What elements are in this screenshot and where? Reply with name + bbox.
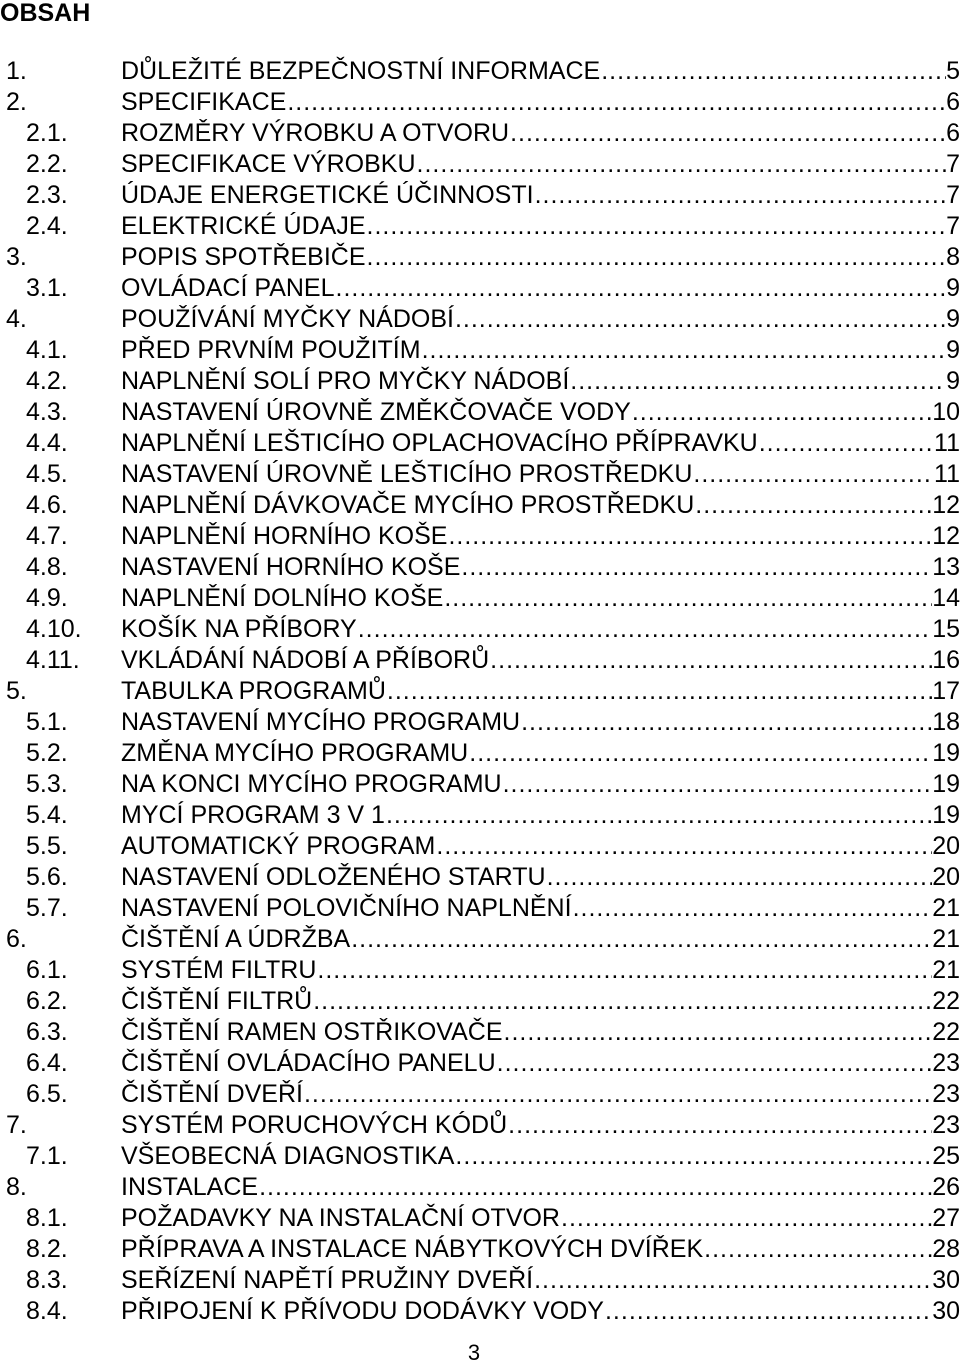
toc-entry-number: 5.4.	[26, 801, 68, 829]
toc-dot-leader	[443, 583, 932, 614]
toc-entry-page: 9	[946, 336, 960, 364]
toc-entry-title: ČIŠTĚNÍ RAMEN OSTŘIKOVAČE	[121, 1018, 503, 1046]
toc-entry-number: 3.1.	[26, 274, 68, 302]
toc-entry-title: NAPLNĚNÍ DOLNÍHO KOŠE	[121, 584, 444, 612]
toc-entry[interactable]	[0, 738, 960, 769]
toc-dot-leader	[534, 180, 947, 211]
toc-dot-leader	[286, 87, 946, 118]
toc-dot-leader	[357, 614, 932, 645]
toc-entry-line	[121, 862, 960, 893]
toc-entry-page: 21	[932, 925, 960, 953]
toc-entry[interactable]	[0, 397, 960, 428]
toc-entry-line	[121, 831, 960, 862]
toc-entry[interactable]	[0, 1172, 960, 1203]
toc-entry-title: ELEKTRICKÉ ÚDAJE	[121, 212, 366, 240]
toc-entry-title: ČIŠTĚNÍ A ÚDRŽBA	[121, 925, 351, 953]
toc-entry-line	[121, 211, 960, 242]
toc-dot-leader	[496, 1048, 933, 1079]
toc-entry-line	[121, 180, 960, 211]
page-number: 3	[467, 1340, 481, 1365]
toc-entry-page: 7	[946, 181, 960, 209]
toc-entry[interactable]	[0, 1203, 960, 1234]
toc-entry[interactable]	[0, 521, 960, 552]
toc-entry-number: 4.1.	[26, 336, 68, 364]
toc-entry[interactable]	[0, 924, 960, 955]
toc-entry-number: 3.	[6, 243, 27, 271]
toc-entry-number: 1.	[6, 57, 27, 85]
toc-entry-number: 7.1.	[26, 1142, 68, 1170]
toc-entry-title: NASTAVENÍ POLOVIČNÍHO NAPLNĚNÍ	[121, 894, 572, 922]
toc-dot-leader	[572, 893, 933, 924]
toc-entry-page: 8	[946, 243, 960, 271]
toc-entry-page: 20	[932, 863, 960, 891]
toc-entry-line	[121, 800, 960, 831]
toc-entry-title: NASTAVENÍ ODLOŽENÉHO STARTU	[121, 863, 546, 891]
toc-entry-page: 25	[932, 1142, 960, 1170]
page-title: OBSAH	[0, 0, 91, 27]
toc-entry-number: 6.	[6, 925, 27, 953]
toc-entry-title: NAPLNĚNÍ HORNÍHO KOŠE	[121, 522, 448, 550]
toc-entry-line	[121, 1110, 960, 1141]
toc-dot-leader	[350, 924, 932, 955]
toc-entry[interactable]	[0, 1265, 960, 1296]
toc-entry-title: SYSTÉM FILTRU	[121, 956, 317, 984]
toc-entry[interactable]	[0, 1048, 960, 1079]
toc-entry-number: 4.9.	[26, 584, 68, 612]
toc-dot-leader	[385, 800, 932, 831]
toc-entry-line	[121, 1079, 960, 1110]
toc-entry-number: 4.5.	[26, 460, 68, 488]
toc-dot-leader	[502, 769, 933, 800]
toc-entry-number: 2.	[6, 88, 27, 116]
toc-dot-leader	[509, 118, 946, 149]
toc-entry[interactable]	[0, 304, 960, 335]
toc-entry-number: 4.8.	[26, 553, 68, 581]
toc-entry-number: 2.1.	[26, 119, 68, 147]
toc-entry-number: 8.3.	[26, 1266, 68, 1294]
toc-entry-number: 8.2.	[26, 1235, 68, 1263]
toc-entry[interactable]	[0, 87, 960, 118]
toc-entry-page: 30	[932, 1266, 960, 1294]
toc-entry-page: 6	[946, 119, 960, 147]
toc-entry-line	[121, 1203, 960, 1234]
toc-entry-number: 6.5.	[26, 1080, 68, 1108]
toc-entry-title: VŠEOBECNÁ DIAGNOSTIKA	[121, 1142, 455, 1170]
toc-entry-number: 5.2.	[26, 739, 68, 767]
toc-entry-number: 5.	[6, 677, 27, 705]
toc-entry-number: 6.2.	[26, 987, 68, 1015]
toc-entry-title: NASTAVENÍ HORNÍHO KOŠE	[121, 553, 461, 581]
toc-dot-leader	[316, 955, 932, 986]
toc-entry-number: 8.4.	[26, 1297, 68, 1325]
toc-entry-page: 22	[932, 1018, 960, 1046]
toc-entry[interactable]	[0, 428, 960, 459]
toc-entry-number: 6.4.	[26, 1049, 68, 1077]
toc-entry-line	[121, 893, 960, 924]
toc-dot-leader	[533, 1265, 932, 1296]
toc-entry-title: SYSTÉM PORUCHOVÝCH KÓDŮ	[121, 1111, 508, 1139]
toc-entry[interactable]	[0, 614, 960, 645]
toc-entry-title: PŘIPOJENÍ K PŘÍVODU DODÁVKY VODY	[121, 1297, 604, 1325]
toc-entry-page: 9	[946, 274, 960, 302]
toc-entry-line	[121, 273, 960, 304]
toc-entry-number: 6.3.	[26, 1018, 68, 1046]
toc-entry-number: 4.6.	[26, 491, 68, 519]
toc-entry-title: AUTOMATICKÝ PROGRAM	[121, 832, 436, 860]
toc-dot-leader	[569, 366, 946, 397]
toc-entry-page: 11	[934, 429, 960, 457]
toc-entry-number: 2.2.	[26, 150, 68, 178]
toc-entry-line	[121, 583, 960, 614]
toc-entry-line	[121, 707, 960, 738]
toc-entry-number: 4.4.	[26, 429, 68, 457]
toc-entry[interactable]	[0, 1110, 960, 1141]
toc-entry-page: 20	[932, 832, 960, 860]
toc-entry[interactable]	[0, 242, 960, 273]
toc-entry[interactable]	[0, 211, 960, 242]
toc-entry-number: 4.	[6, 305, 27, 333]
toc-entry-title: ROZMĚRY VÝROBKU A OTVORU	[121, 119, 510, 147]
toc-entry-page: 6	[946, 88, 960, 116]
toc-dot-leader	[335, 273, 947, 304]
toc-entry-title: NAPLNĚNÍ SOLÍ PRO MYČKY NÁDOBÍ	[121, 367, 570, 395]
toc-entry-page: 17	[932, 677, 960, 705]
toc-entry-line	[121, 769, 960, 800]
toc-entry-page: 21	[932, 894, 960, 922]
toc-entry-line	[121, 955, 960, 986]
toc-entry[interactable]	[0, 1296, 960, 1327]
toc-entry-line	[121, 490, 960, 521]
toc-entry-line	[121, 397, 960, 428]
toc-entry-number: 5.6.	[26, 863, 68, 891]
toc-entry-line	[121, 552, 960, 583]
toc-entry-page: 30	[932, 1297, 960, 1325]
toc-entry-number: 2.3.	[26, 181, 68, 209]
toc-entry-number: 8.1.	[26, 1204, 68, 1232]
toc-entry-number: 8.	[6, 1173, 27, 1201]
toc-entry-number: 4.7.	[26, 522, 68, 550]
toc-entry[interactable]	[0, 56, 960, 87]
toc-entry[interactable]	[0, 893, 960, 924]
toc-entry-page: 15	[932, 615, 960, 643]
toc-entry-number: 6.1.	[26, 956, 68, 984]
toc-entry-number: 4.2.	[26, 367, 68, 395]
toc-entry[interactable]	[0, 459, 960, 490]
toc-entry[interactable]	[0, 707, 960, 738]
toc-entry-page: 28	[932, 1235, 960, 1263]
toc-entry[interactable]	[0, 986, 960, 1017]
toc-dot-leader	[600, 56, 946, 87]
toc-entry-number: 5.7.	[26, 894, 68, 922]
toc-entry-line	[121, 738, 960, 769]
toc-entry-title: INSTALACE	[121, 1173, 259, 1201]
toc-entry[interactable]	[0, 149, 960, 180]
toc-dot-leader	[454, 1141, 932, 1172]
toc-entry[interactable]	[0, 118, 960, 149]
toc-entry-title: MYCÍ PROGRAM 3 V 1	[121, 801, 385, 829]
toc-entry-title: NASTAVENÍ ÚROVNĚ LEŠTICÍHO PROSTŘEDKU	[121, 460, 693, 488]
toc-entry-title: NASTAVENÍ MYCÍHO PROGRAMU	[121, 708, 521, 736]
toc-dot-leader	[421, 335, 947, 366]
toc-entry-page: 7	[946, 212, 960, 240]
toc-entry-line	[121, 1234, 960, 1265]
toc-entry-title: POPIS SPOTŘEBIČE	[121, 243, 366, 271]
toc-entry-line	[121, 1048, 960, 1079]
toc-entry-title: VKLÁDÁNÍ NÁDOBÍ A PŘÍBORŮ	[121, 646, 490, 674]
toc-entry[interactable]	[0, 800, 960, 831]
toc-entry-line	[121, 56, 960, 87]
toc-entry-title: NASTAVENÍ ÚROVNĚ ZMĚKČOVAČE VODY	[121, 398, 631, 426]
toc-entry-title: NA KONCI MYCÍHO PROGRAMU	[121, 770, 502, 798]
toc-entry-page: 23	[932, 1080, 960, 1108]
toc-dot-leader	[416, 149, 947, 180]
toc-entry-page: 26	[932, 1173, 960, 1201]
toc-entry-title: POUŽÍVÁNÍ MYČKY NÁDOBÍ	[121, 305, 454, 333]
toc-entry-line	[121, 986, 960, 1017]
toc-entry-number: 2.4.	[26, 212, 68, 240]
toc-entry-line	[121, 614, 960, 645]
toc-entry-line	[121, 1172, 960, 1203]
toc-dot-leader	[366, 211, 947, 242]
toc-entry-title: SPECIFIKACE VÝROBKU	[121, 150, 416, 178]
toc-entry-line	[121, 645, 960, 676]
toc-entry-title: ÚDAJE ENERGETICKÉ ÚČINNOSTI	[121, 181, 534, 209]
toc-entry[interactable]	[0, 955, 960, 986]
toc-entry[interactable]	[0, 645, 960, 676]
toc-entry-line	[121, 1017, 960, 1048]
toc-entry-line	[121, 676, 960, 707]
toc-entry-title: OVLÁDACÍ PANEL	[121, 274, 335, 302]
toc-entry-number: 7.	[6, 1111, 27, 1139]
toc-entry-title: ČIŠTĚNÍ OVLÁDACÍHO PANELU	[121, 1049, 496, 1077]
toc-entry[interactable]	[0, 366, 960, 397]
toc-entry-page: 19	[932, 770, 960, 798]
toc-entry-line	[121, 428, 960, 459]
toc-entry-page: 19	[932, 801, 960, 829]
toc-dot-leader	[560, 1203, 932, 1234]
toc-entry[interactable]	[0, 862, 960, 893]
toc-dot-leader	[692, 459, 934, 490]
toc-entry-number: 4.11.	[26, 646, 80, 674]
toc-entry[interactable]	[0, 1141, 960, 1172]
toc-dot-leader	[631, 397, 932, 428]
toc-dot-leader	[703, 1234, 932, 1265]
toc-dot-leader	[520, 707, 932, 738]
toc-entry-line	[121, 1296, 960, 1327]
toc-dot-leader	[503, 1017, 933, 1048]
toc-entry-page: 5	[946, 57, 960, 85]
toc-entry-line	[121, 1265, 960, 1296]
toc-entry-line	[121, 335, 960, 366]
toc-entry-title: ČIŠTĚNÍ DVEŘÍ	[121, 1080, 303, 1108]
toc-entry-page: 23	[932, 1049, 960, 1077]
toc-entry-line	[121, 1141, 960, 1172]
toc-entry-title: TABULKA PROGRAMŮ	[121, 677, 386, 705]
toc-entry-page: 16	[932, 646, 960, 674]
toc-entry-line	[121, 924, 960, 955]
toc-dot-leader	[460, 552, 932, 583]
toc-entry[interactable]	[0, 180, 960, 211]
toc-entry-line	[121, 118, 960, 149]
toc-entry[interactable]	[0, 335, 960, 366]
toc-dot-leader	[312, 986, 932, 1017]
toc-dot-leader	[546, 862, 933, 893]
toc-entry-number: 4.3.	[26, 398, 68, 426]
toc-dot-leader	[454, 304, 946, 335]
toc-entry-number: 5.5.	[26, 832, 68, 860]
toc-entry-title: ČIŠTĚNÍ FILTRŮ	[121, 987, 313, 1015]
toc-entry-title: PŘED PRVNÍM POUŽITÍM	[121, 336, 421, 364]
toc-entry-page: 12	[932, 522, 960, 550]
toc-entry[interactable]	[0, 583, 960, 614]
toc-entry-line	[121, 366, 960, 397]
toc-entry-page: 19	[932, 739, 960, 767]
toc-entry-title: KOŠÍK NA PŘÍBORY	[121, 615, 357, 643]
toc-entry-page: 11	[934, 460, 960, 488]
toc-entry-page: 7	[946, 150, 960, 178]
toc-dot-leader	[435, 831, 932, 862]
toc-entry[interactable]	[0, 490, 960, 521]
toc-entry-number: 4.10.	[26, 615, 82, 643]
toc-entry-title: POŽADAVKY NA INSTALAČNÍ OTVOR	[121, 1204, 560, 1232]
toc-entry-number: 5.1.	[26, 708, 68, 736]
toc-entry-page: 12	[932, 491, 960, 519]
toc-entry[interactable]	[0, 1234, 960, 1265]
toc-entry[interactable]	[0, 769, 960, 800]
toc-dot-leader	[303, 1079, 932, 1110]
toc-entry-page: 18	[932, 708, 960, 736]
toc-dot-leader	[604, 1296, 932, 1327]
toc-dot-leader	[258, 1172, 932, 1203]
toc-entry-page: 9	[946, 305, 960, 333]
toc-entry-page: 9	[946, 367, 960, 395]
toc-entry-line	[121, 521, 960, 552]
toc-entry-page: 23	[932, 1111, 960, 1139]
toc-entry-number: 5.3.	[26, 770, 68, 798]
toc-entry[interactable]	[0, 1079, 960, 1110]
toc-dot-leader	[447, 521, 932, 552]
toc-entry-page: 13	[932, 553, 960, 581]
toc-entry-page: 21	[932, 956, 960, 984]
toc-dot-leader	[366, 242, 947, 273]
toc-entry-title: SPECIFIKACE	[121, 88, 287, 116]
toc-entry-title: PŘÍPRAVA A INSTALACE NÁBYTKOVÝCH DVÍŘEK	[121, 1235, 704, 1263]
toc-entry-page: 27	[932, 1204, 960, 1232]
toc-entry-page: 10	[932, 398, 960, 426]
toc-entry[interactable]	[0, 831, 960, 862]
toc-entry-line	[121, 149, 960, 180]
toc-entry-line	[121, 242, 960, 273]
toc-entry-page: 14	[932, 584, 960, 612]
toc-dot-leader	[386, 676, 932, 707]
toc-entry[interactable]	[0, 676, 960, 707]
toc-dot-leader	[694, 490, 932, 521]
toc-dot-leader	[489, 645, 932, 676]
toc-entry-title: DŮLEŽITÉ BEZPEČNOSTNÍ INFORMACE	[121, 57, 601, 85]
toc-dot-leader	[758, 428, 934, 459]
toc-entry-line	[121, 459, 960, 490]
toc-dot-leader	[468, 738, 932, 769]
toc-entry-title: NAPLNĚNÍ DÁVKOVAČE MYCÍHO PROSTŘEDKU	[121, 491, 695, 519]
toc-entry-page: 22	[932, 987, 960, 1015]
toc-entry-title: NAPLNĚNÍ LEŠTICÍHO OPLACHOVACÍHO PŘÍPRAVKU	[121, 429, 758, 457]
table-of-contents	[0, 56, 960, 1327]
toc-entry-line	[121, 304, 960, 335]
toc-entry[interactable]	[0, 273, 960, 304]
toc-dot-leader	[507, 1110, 932, 1141]
toc-entry-title: SEŘÍZENÍ NAPĚTÍ PRUŽINY DVEŘÍ	[121, 1266, 534, 1294]
toc-entry-line	[121, 87, 960, 118]
toc-entry[interactable]	[0, 552, 960, 583]
toc-entry-title: ZMĚNA MYCÍHO PROGRAMU	[121, 739, 469, 767]
toc-entry[interactable]	[0, 1017, 960, 1048]
